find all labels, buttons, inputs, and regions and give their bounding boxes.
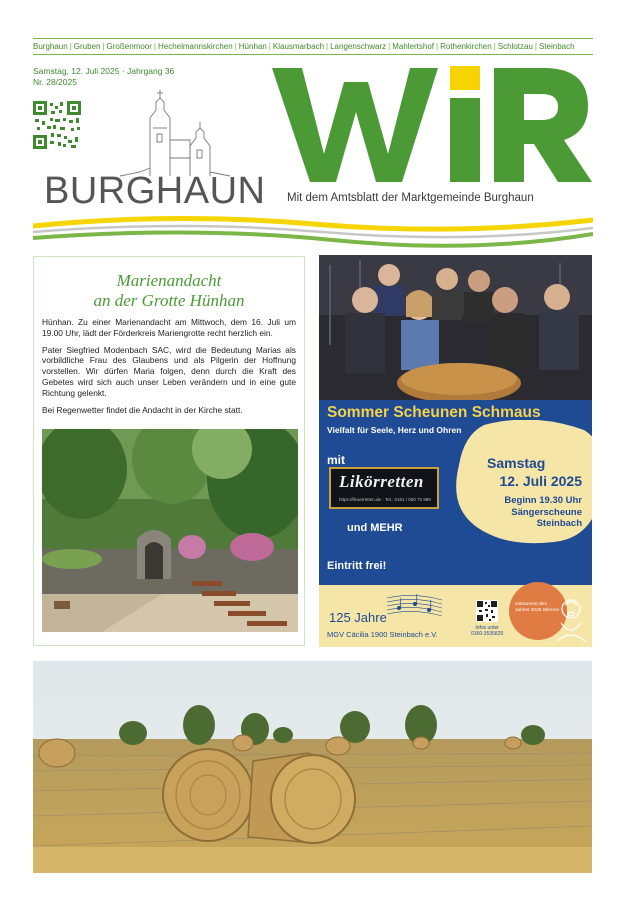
band-photo bbox=[319, 255, 592, 400]
nav-separator: | bbox=[388, 42, 391, 51]
nav-town-link[interactable]: Steinbach bbox=[538, 42, 575, 51]
nav-town-link[interactable]: Hechelmannskirchen bbox=[157, 42, 233, 51]
nav-separator: | bbox=[153, 42, 156, 51]
decorative-swoosh bbox=[33, 212, 593, 248]
nav-town-link[interactable]: Langenschwarz bbox=[330, 42, 387, 51]
event-subtitle: Vielfalt für Seele, Herz und Ohren bbox=[327, 425, 462, 435]
nav-town-link[interactable]: Klausmarbach bbox=[272, 42, 325, 51]
masthead-subtitle: Mit dem Amtsblatt der Marktgemeinde Burghaun bbox=[287, 192, 534, 204]
free-entry-label: Eintritt frei! bbox=[327, 560, 387, 572]
article-paragraph: Bei Regenwetter findet die Andacht in der Kirche statt. bbox=[42, 404, 243, 415]
nav-separator: | bbox=[268, 42, 271, 51]
wir-logo bbox=[272, 62, 592, 187]
anniversary-label: 125 Jahre bbox=[329, 610, 387, 625]
nav-town-link[interactable]: Rothenkirchen bbox=[440, 42, 492, 51]
nav-separator: | bbox=[234, 42, 237, 51]
band-contact: https://likoerretten.de · Tel.: 0151 / 000 72 999 bbox=[339, 497, 431, 502]
event-weekday: Samstag bbox=[487, 455, 546, 471]
article-paragraph: Pater Siegfried Modenbach SAC, wird die Bedeutung Marias als vorbildliche Frau des Glaubens und als Pilgerin der Hoffnung vorstellen. Wir dürfen Maria folgen, denn durch die Kraft des Gebetes wird sich auch unser Leben verändern und in eine gute Richtung gelenkt. bbox=[42, 344, 296, 398]
article-title bbox=[34, 271, 304, 311]
town-name: BURGHAUN bbox=[44, 170, 266, 212]
nav-town-link[interactable]: Mahlertshof bbox=[392, 42, 435, 51]
issue-date: Samstag, 12. Juli 2025 · Jahrgang 36 bbox=[33, 66, 175, 76]
nav-separator: | bbox=[69, 42, 72, 51]
nav-town-link[interactable]: Schlotzau bbox=[497, 42, 533, 51]
info-label: Infos unter bbox=[475, 625, 499, 631]
mit-label: mit bbox=[327, 453, 345, 467]
concert-advertisement bbox=[319, 255, 592, 647]
grotto-photo bbox=[42, 429, 298, 632]
event-title: Sommer Scheunen Schmaus bbox=[327, 404, 541, 421]
event-details bbox=[464, 495, 582, 530]
nav-town-link[interactable]: Burghaun bbox=[33, 42, 68, 51]
hay-field-photo bbox=[33, 661, 592, 873]
und-mehr-label: und MEHR bbox=[347, 522, 403, 534]
castle-illustration bbox=[110, 88, 230, 178]
music-notes-icon bbox=[387, 590, 442, 620]
event-venue-line2: Steinbach bbox=[536, 518, 582, 529]
article-title-line1: Marienandacht bbox=[116, 271, 222, 290]
instrument-text: Instrument des Jahres 2025 Stimme bbox=[515, 602, 559, 613]
nav-town-link[interactable]: Großenmoor bbox=[106, 42, 152, 51]
article-paragraph: Hünhan. Zu einer Marienandacht am Mittwoch, dem 16. Juli um 19.00 Uhr, lädt der Förderkreis Mariengrotte recht herzlich ein. bbox=[42, 317, 296, 338]
nav-separator: | bbox=[493, 42, 496, 51]
issue-number: Nr. 28/2025 bbox=[33, 77, 77, 87]
info-contact bbox=[471, 625, 503, 637]
singer-illustration bbox=[551, 593, 591, 643]
article-marienandacht bbox=[33, 256, 305, 646]
issue-info bbox=[33, 66, 174, 88]
nav-town-link[interactable]: Hünhan bbox=[238, 42, 267, 51]
info-phone: 0160-3535820 bbox=[471, 631, 504, 637]
nav-separator: | bbox=[102, 42, 105, 51]
band-logo bbox=[329, 467, 439, 509]
club-name: MGV Cäcilia 1900 Steinbach e.V. bbox=[327, 630, 438, 639]
event-date: 12. Juli 2025 bbox=[499, 473, 582, 489]
nav-town-link[interactable]: Gruben bbox=[73, 42, 101, 51]
nav-separator: | bbox=[534, 42, 537, 51]
nav-separator: | bbox=[326, 42, 329, 51]
ad-qr-code-icon[interactable] bbox=[476, 600, 498, 622]
event-venue-line1: Sängerscheune bbox=[511, 506, 582, 518]
article-title-line2: an der Grotte Hünhan bbox=[93, 291, 245, 310]
qr-code-icon[interactable] bbox=[33, 101, 81, 149]
nav-separator: | bbox=[436, 42, 439, 51]
event-begin: Beginn 19.30 Uhr bbox=[504, 495, 582, 506]
band-name: Likörretten bbox=[339, 472, 424, 491]
article-body bbox=[34, 311, 304, 415]
town-navigation bbox=[33, 38, 593, 55]
